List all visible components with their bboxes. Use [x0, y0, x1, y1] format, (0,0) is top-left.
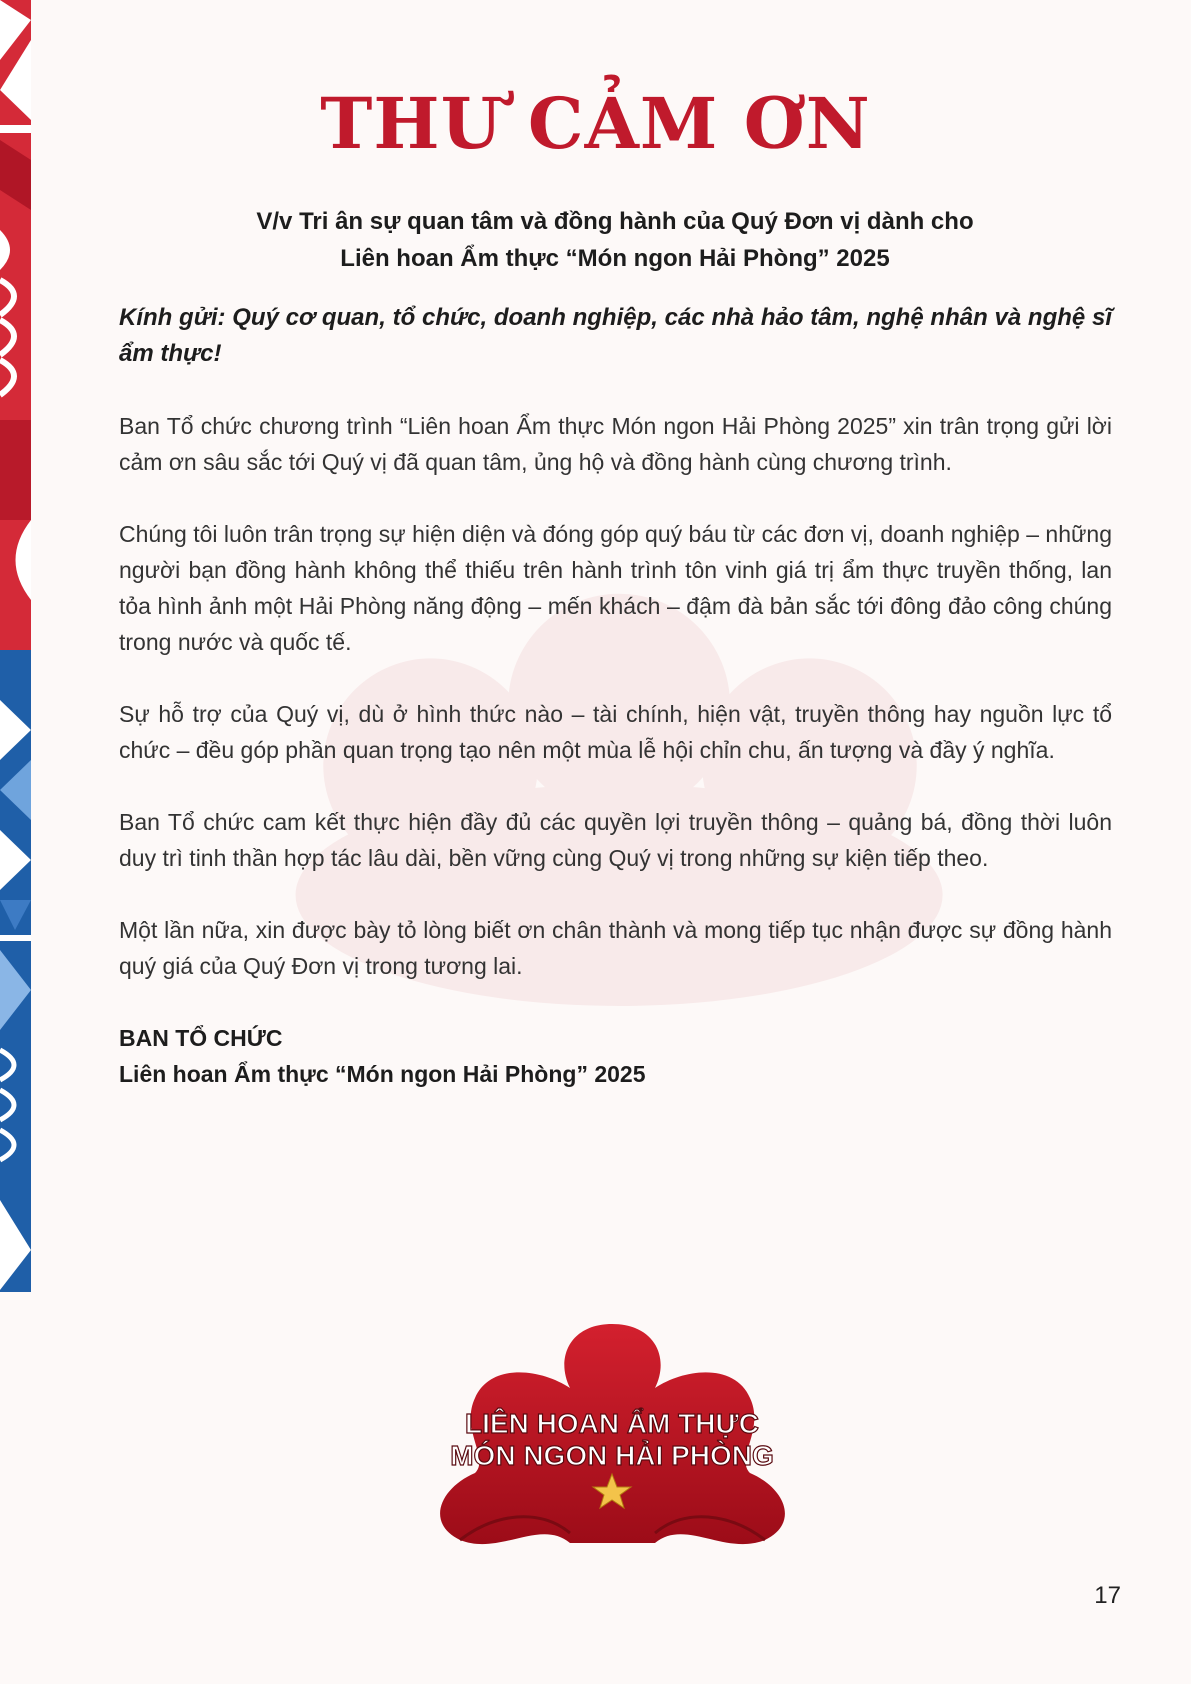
decorative-border-strip [0, 0, 31, 1292]
page-title: THƯ CẢM ƠN [320, 82, 871, 165]
letter-body [119, 300, 1112, 1092]
paragraph-4: Ban Tổ chức cam kết thực hiện đầy đủ các quyền lợi truyền thông – quảng bá, đồng thời luôn duy trì tinh thần hợp tác lâu dài, bền vững cùng Quý vị trong những sự kiện tiếp theo. [119, 809, 1112, 871]
paragraph-5: Một lần nữa, xin được bày tỏ lòng biết ơn chân thành và mong tiếp tục nhận được sự đồng hành quý giá của Quý Đơn vị trong tương lai. [119, 917, 1112, 979]
subtitle-line-2: Liên hoan Ẩm thực “Món ngon Hải Phòng” 2025 [340, 245, 890, 272]
subtitle [0, 203, 1191, 277]
logo-text-line-2: MÓN NGON HẢI PHÒNG [450, 1440, 774, 1471]
festival-logo [420, 1318, 805, 1556]
paragraph-2: Chúng tôi luôn trân trọng sự hiện diện và đóng góp quý báu từ các đơn vị, doanh nghiệp – những người bạn đồng hành không thể thiếu trên hành trình tôn vinh giá trị ẩm thực truyền thống, lan tỏa hình ảnh một Hải Phòng năng động – mến khách – đậm đà bản sắc tới đông đảo công chúng trong nước và quốc tế. [119, 521, 1112, 655]
signature-block [119, 1020, 1112, 1092]
signature-org: BAN TỔ CHỨC [119, 1025, 283, 1051]
logo-text-line-1: LIÊN HOAN ẨM THỰC [465, 1408, 759, 1439]
page-number: 17 [1094, 1582, 1121, 1609]
paragraph-3: Sự hỗ trợ của Quý vị, dù ở hình thức nào – tài chính, hiện vật, truyền thông hay nguồn lực tổ chức – đều góp phần quan trọng tạo nên một mùa lễ hội chỉn chu, ấn tượng và đầy ý nghĩa. [119, 701, 1112, 763]
paragraph-1: Ban Tổ chức chương trình “Liên hoan Ẩm thực Món ngon Hải Phòng 2025” xin trân trọng gửi lời cảm ơn sâu sắc tới Quý vị đã quan tâm, ủng hộ và đồng hành cùng chương trình. [119, 413, 1112, 475]
subtitle-line-1: V/v Tri ân sự quan tâm và đồng hành của Quý Đơn vị dành cho [256, 208, 974, 235]
signature-event: Liên hoan Ẩm thực “Món ngon Hải Phòng” 2025 [119, 1061, 646, 1087]
salutation: Kính gửi: Quý cơ quan, tổ chức, doanh nghiệp, các nhà hảo tâm, nghệ nhân và nghệ sĩ ẩm thực! [119, 304, 1112, 367]
